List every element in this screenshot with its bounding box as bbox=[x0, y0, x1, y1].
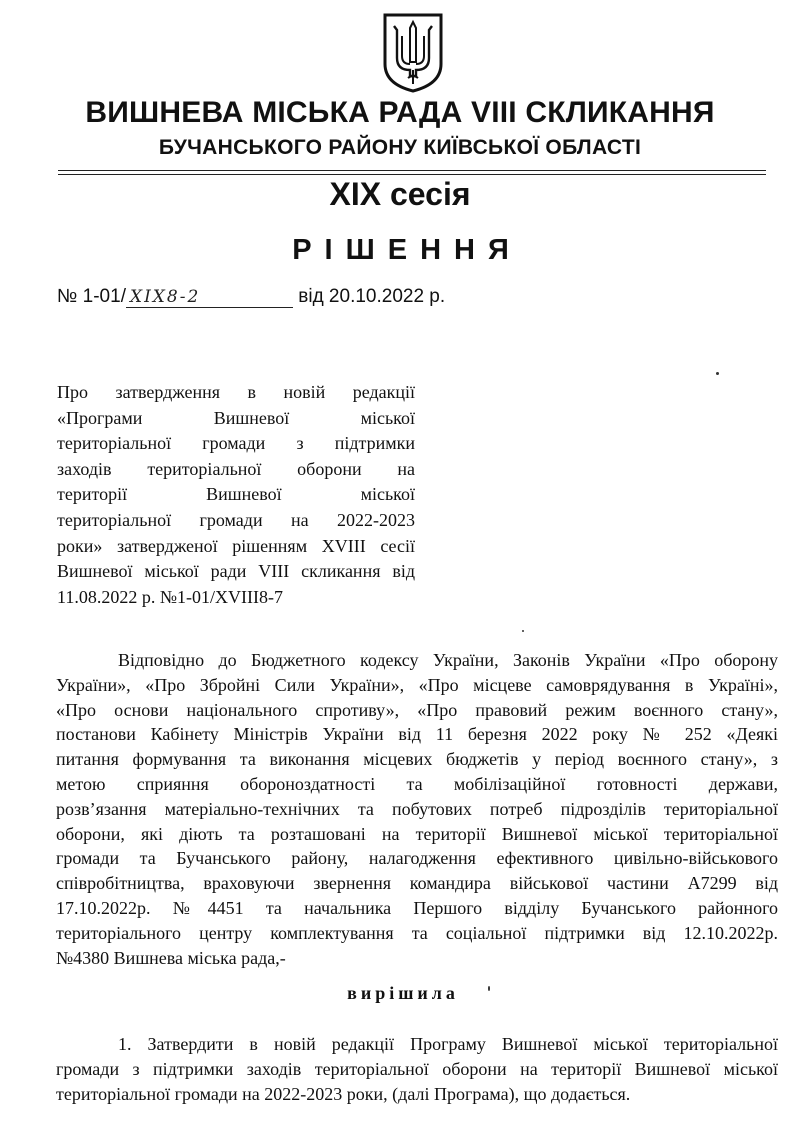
preamble-line: України», «Про Збройні Сили України», «Про місцеве самоврядування в Україні», bbox=[56, 674, 778, 695]
council-region: БУЧАНСЬКОГО РАЙОНУ КИЇВСЬКОЇ ОБЛАСТІ bbox=[158, 136, 642, 159]
preamble-line: 17.10.2022р. №4451 та начальника Першого відділу Бучанського районного bbox=[56, 897, 778, 918]
header-divider bbox=[58, 170, 766, 171]
subject-line: Вишневої міської ради VIII скликання від bbox=[57, 561, 415, 582]
handwritten-decision-number: XIX8-2 bbox=[126, 287, 293, 308]
resolved-heading: вирішила bbox=[347, 983, 459, 1003]
scan-speck bbox=[716, 372, 719, 375]
coat-of-arms-icon bbox=[382, 12, 444, 94]
decision-date: від 20.10.2022 р. bbox=[298, 286, 446, 307]
subject-line: 11.08.2022 р. №1-01/XVIII8-7 bbox=[57, 586, 283, 607]
scan-speck bbox=[488, 986, 490, 991]
subject-line: територіальної громади на 2022-2023 bbox=[57, 509, 415, 530]
preamble-line: питання формування та виконання місцевих бюджетів у період воєнного стану», з bbox=[56, 749, 778, 770]
preamble-line: оборони, які діють та розташовані на території Вишневої міської територіальної bbox=[56, 823, 778, 844]
subject-line: Про затвердження в новій редакції bbox=[57, 382, 415, 402]
decision-subject bbox=[57, 380, 415, 610]
preamble-paragraph bbox=[56, 648, 778, 970]
preamble-line: №4380 Вишнева міська рада,- bbox=[56, 947, 286, 968]
subject-line: територіальної громади з підтримки bbox=[57, 433, 415, 454]
session-title: XIX сесія bbox=[329, 176, 471, 212]
decision-number-prefix: № 1-01/ bbox=[57, 286, 126, 307]
decision-number-line bbox=[57, 286, 445, 308]
header-divider-thin bbox=[58, 174, 766, 175]
point-line: територіальної громади на 2022-2023 роки, (далі Програма), що додається. bbox=[56, 1083, 631, 1104]
preamble-line: співробітництва, враховуючи звернення командира військової частини А7299 від bbox=[56, 873, 778, 894]
preamble-line: метою сприяння обороноздатності та мобілізаційної готовності держави, bbox=[56, 773, 778, 794]
subject-line: заходів територіальної оборони на bbox=[57, 458, 415, 479]
subject-line: «Програми Вишневої міської bbox=[57, 407, 415, 428]
preamble-line: громади та Бучанського району, налагодження ефективного цивільно-військового bbox=[56, 848, 778, 869]
preamble-line: Відповідно до Бюджетного кодексу України, Законів України «Про оборону bbox=[118, 650, 778, 670]
subject-line: роки» затвердженої рішенням XVIII сесії bbox=[57, 535, 415, 556]
document-type-title: РІШЕННЯ bbox=[292, 234, 522, 266]
preamble-line: «Про основи національного спротиву», «Про правовий режим воєнного стану», bbox=[56, 699, 778, 720]
subject-line: території Вишневої міської bbox=[57, 484, 415, 505]
resolution-point-1 bbox=[56, 1032, 778, 1106]
council-name: ВИШНЕВА МІСЬКА РАДА VIII СКЛИКАННЯ bbox=[85, 96, 715, 129]
scan-speck bbox=[522, 630, 524, 632]
preamble-line: розв’язання матеріально-технічних та побутових потреб підрозділів територіальної bbox=[56, 798, 778, 819]
preamble-line: постанови Кабінету Міністрів України від 11 березня 2022 року № 252 «Деякі bbox=[56, 724, 778, 745]
point-line: громади з підтримки заходів територіальної оборони на території Вишневої міської bbox=[56, 1058, 778, 1079]
preamble-line: територіального центру комплектування та соціальної підтримки від 12.10.2022р. bbox=[56, 922, 778, 943]
point-line: 1. Затвердити в новій редакції Програму Вишневої міської територіальної bbox=[118, 1034, 778, 1054]
